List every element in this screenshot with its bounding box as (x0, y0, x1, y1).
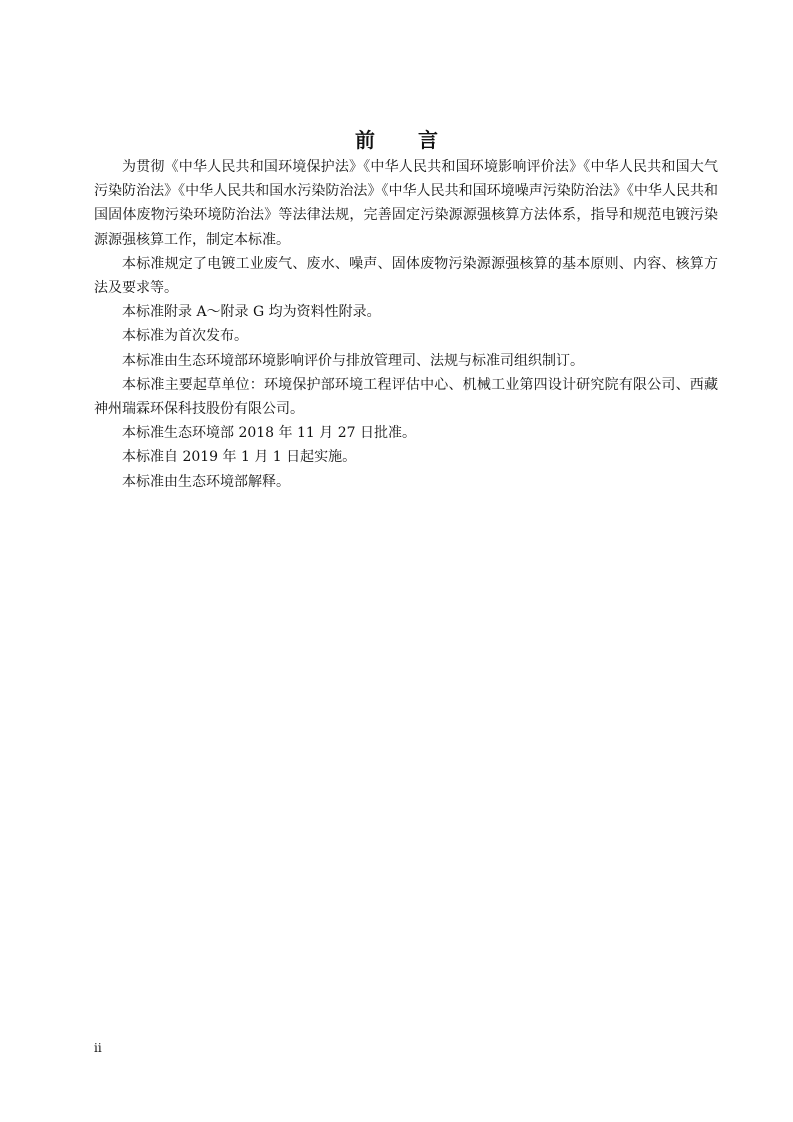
paragraph-approval-date: 本标准生态环境部 2018 年 11 月 27 日批准。 (122, 425, 416, 442)
paragraph-interpretation: 本标准由生态环境部解释。 (122, 473, 290, 490)
paragraph-organizer: 本标准由生态环境部环境影响评价与排放管理司、法规与标准司组织制订。 (122, 352, 584, 369)
paragraph-scope: 本标准规定了电镀工业废气、废水、噪声、固体废物污染源源强核算的基本原则、内容、核算方法及要求等。 (94, 255, 718, 297)
paragraph-appendices: 本标准附录 A～附录 G 均为资料性附录。 (122, 304, 381, 321)
paragraph-effective-date: 本标准自 2019 年 1 月 1 日起实施。 (122, 449, 357, 466)
page-number: ii (94, 1041, 102, 1055)
foreword-body (94, 155, 718, 494)
paragraph-purpose: 为贯彻《中华人民共和国环境保护法》《中华人民共和国环境影响评价法》《中华人民共和国大气污染防治法》《中华人民共和国水污染防治法》《中华人民共和国环境噪声污染防治法》《中华人民共和国固体废物污染环境防治法》等法律法规，完善固定污染源源强核算方法体系，指导和规范电镀污染源源强核算工作，制定本标准。 (94, 159, 718, 248)
page-title: 前 言 (355, 128, 456, 153)
paragraph-first-release: 本标准为首次发布。 (122, 328, 248, 345)
paragraph-drafters: 本标准主要起草单位：环境保护部环境工程评估中心、机械工业第四设计研究院有限公司、西藏神州瑞霖环保科技股份有限公司。 (94, 376, 718, 418)
